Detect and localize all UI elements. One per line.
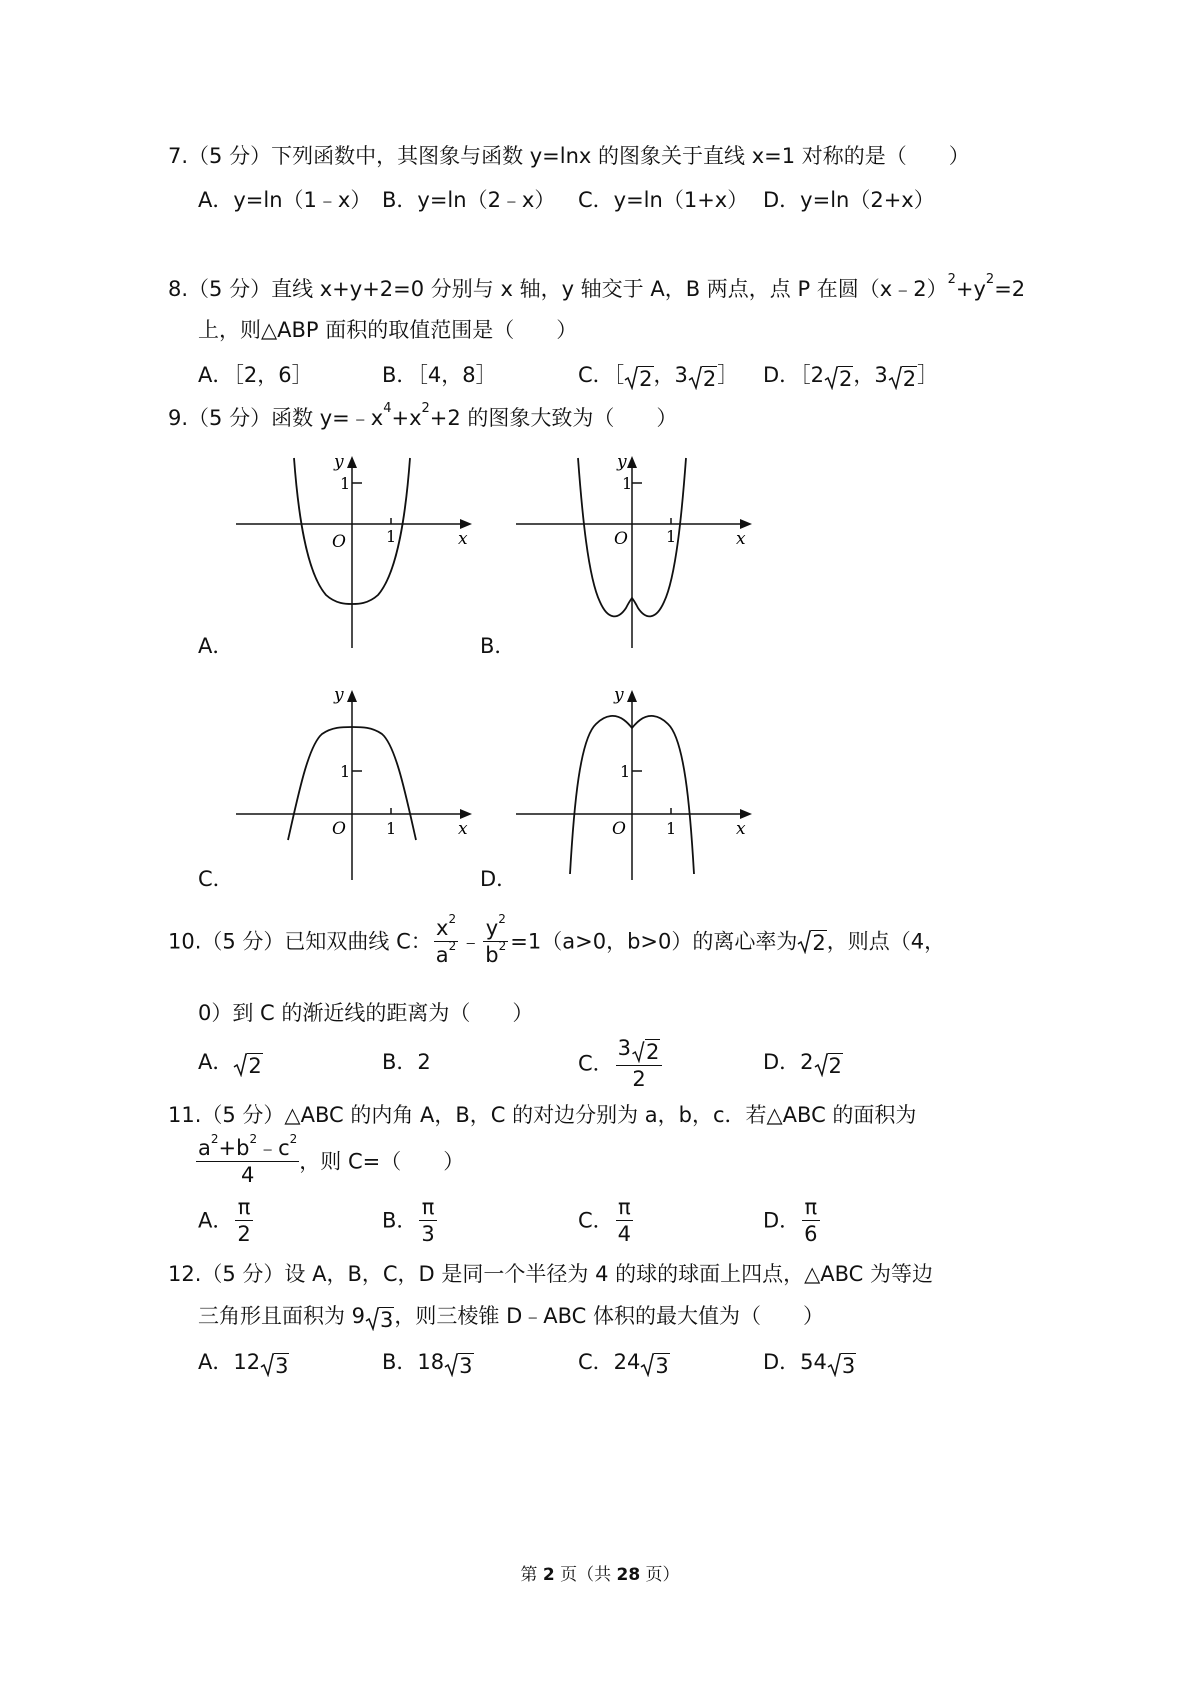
q9-label-d: D． [480,867,518,891]
sqrt-icon [444,1353,473,1377]
graph-b [516,452,756,652]
frac-den: 4 [240,1163,255,1187]
q8-stem-line2: 上，则△ABP 面积的取值范围是（ ） [198,318,578,342]
sqrt-icon [640,1353,669,1377]
q11-stem-line2 [196,1132,465,1187]
q11-fraction [196,1132,299,1187]
q8-stem [168,272,1026,301]
sqrt-icon [688,366,717,390]
q12-option-a [198,1352,289,1377]
q7-option-d: D．y=ln（2+x） [763,188,935,212]
frac-den: 2 [237,1222,251,1246]
option-label: A． [198,1208,234,1233]
sqrt-icon [827,1353,856,1377]
q8-stem-a: 8.（5 分）直线 x+y+2=0 分别与 x 轴，y 轴交于 A，B 两点，点 P 在圆（x﹣2） [168,277,948,301]
graph-y-label: y [334,685,344,705]
q9-stem-c: +2 的图象大致为（ ） [429,406,678,430]
option-label: D．2 [763,1050,814,1074]
graph-a [236,452,476,652]
q10-minus: ﹣ [460,929,482,954]
q8-option-c [578,365,738,390]
q8-sup-2: 2 [985,272,995,287]
graph-tick-1: 1 [666,527,677,546]
radicand: 2 [812,931,826,955]
q9-stem-a: 9.（5 分）函数 y=﹣x [168,406,384,430]
q9-stem-b: +x [391,406,422,430]
sqrt-icon [814,1053,843,1077]
frac-den: 6 [804,1222,818,1246]
graph-y-label: y [617,452,627,472]
sqrt-icon [260,1353,289,1377]
q12-line2-b: ，则三棱锥 D﹣ABC 体积的最大值为（ ） [394,1304,825,1328]
graph-tick-1: 1 [340,762,351,781]
graph-c [236,684,476,884]
frac-num: x [436,916,449,940]
q9-stem [168,401,678,430]
q7-option-b: B．y=ln（2﹣x） [382,188,556,212]
q8-option-d-post: ］ [917,363,939,387]
q10-stem [168,912,946,967]
option-label: A．12 [198,1350,261,1374]
q11-option-b [382,1197,439,1245]
q11-option-a [198,1197,255,1245]
q11-option-d [763,1197,822,1245]
radicand: 3 [275,1354,289,1378]
frac-sup: 2 [289,1132,298,1146]
frac-den: 4 [617,1222,632,1246]
frac-num: π [802,1197,819,1221]
frac-sup: 2 [249,1132,258,1146]
option-label: C． [578,1208,614,1233]
sqrt-icon [233,1053,262,1077]
sqrt-icon [624,366,653,390]
radicand: 2 [248,1054,262,1078]
graph-tick-1: 1 [622,474,633,493]
radicand: 3 [655,1354,669,1378]
frac-sup: 2 [448,939,457,953]
option-label: C．24 [578,1350,641,1374]
q12-stem: 12.（5 分）设 A，B，C，D 是同一个半径为 4 的球的球面上四点，△ABC 为等边 [168,1262,933,1286]
q8-option-b: B．［4，8］ [382,363,497,387]
radicand: 2 [828,1054,842,1078]
graph-x-label: x [736,819,746,839]
q8-sup-1: 2 [947,272,956,287]
q8-option-c-post: ］ [717,363,739,387]
frac-num: π [419,1197,436,1221]
q10-option-d [763,1052,843,1077]
frac-num: π [235,1197,252,1221]
frac-den: b [485,943,499,967]
option-fraction [802,1197,819,1245]
radicand: 2 [639,367,653,391]
q12-option-c [578,1352,670,1377]
option-fraction [235,1197,252,1245]
q8-option-d [763,365,938,390]
q10-option-c-fraction [616,1038,663,1090]
q10-option-c [578,1038,664,1090]
option-fraction [616,1197,633,1245]
sqrt-icon [365,1307,394,1331]
frac-den: a [435,943,449,967]
q7-option-c: C．y=ln（1+x） [578,188,749,212]
frac-sup: 2 [498,939,507,953]
sqrt-icon [888,366,917,390]
option-label: A． [198,1050,234,1074]
q12-line2-a: 三角形且面积为 9 [198,1304,366,1328]
option-label: B．18 [382,1350,445,1374]
graph-origin: O [614,529,628,549]
frac-term: ﹣c [257,1136,290,1160]
frac-sup: 2 [448,912,457,926]
q8-option-c-mid: ，3 [653,363,688,387]
option-label: D．54 [763,1350,827,1374]
graph-x-label: x [458,529,468,549]
q10-option-b: B．2 [382,1050,431,1074]
graph-tick-1: 1 [386,527,397,546]
radicand: 3 [380,1308,394,1332]
sqrt-icon [824,366,853,390]
sqrt-icon [797,930,826,954]
option-label: C． [578,1051,614,1076]
frac-den: 3 [421,1222,435,1246]
q12-option-b [382,1352,474,1377]
page-footer [0,1567,1200,1584]
graph-y-label: y [334,452,344,472]
q9-label-c: C． [198,867,234,891]
q12-option-d [763,1352,856,1377]
graph-tick-1: 1 [666,819,677,838]
q10-stem-line2: 0）到 C 的渐近线的距离为（ ） [198,1001,534,1025]
footer-mid: 页（共 [554,1565,617,1585]
q7-stem: 7.（5 分）下列函数中，其图象与函数 y=lnx 的图象关于直线 x=1 对称的是（ ） [168,144,970,168]
radicand: 2 [702,367,717,391]
frac-den: 2 [632,1067,646,1091]
graph-x-label: x [736,529,746,549]
q10-fraction-y [483,912,508,967]
q11-stem-line2-text: ，则 C=（ ） [299,1149,465,1174]
q8-option-d-pre: D．［2 [763,363,825,387]
graph-tick-1: 1 [340,474,351,493]
footer-pre: 第 [520,1565,543,1585]
graph-origin: O [332,532,346,552]
q8-stem-c: =2 [994,277,1026,301]
graph-origin: O [612,819,626,839]
q9-sup-1: 4 [383,401,392,416]
radicand: 2 [646,1040,660,1064]
frac-num: π [616,1197,633,1221]
option-label: B． [382,1208,418,1233]
graph-d [516,684,756,884]
graph-tick-1: 1 [386,819,397,838]
q7-option-a: A．y=ln（1﹣x） [198,188,372,212]
q8-option-a: A．［2，6］ [198,363,313,387]
frac-sup: 2 [498,912,506,926]
q9-label-a: A． [198,634,234,658]
graph-x-label: x [458,819,468,839]
q10-stem-a: 10.（5 分）已知双曲线 C： [168,929,432,954]
q9-sup-2: 2 [421,401,430,416]
frac-term: +b [218,1136,250,1160]
q8-option-d-mid: ，3 [853,363,888,387]
graph-y-label: y [614,685,624,705]
q8-option-c-pre: C．［ [578,363,625,387]
frac-num: y [485,916,499,940]
sqrt-icon [631,1041,660,1063]
q10-option-a [198,1052,263,1077]
q9-label-b: B． [480,634,516,658]
option-fraction [419,1197,436,1245]
radicand: 2 [839,367,853,391]
radicand: 3 [841,1354,856,1378]
frac-sup: 2 [210,1132,219,1146]
footer-post: 页） [640,1565,680,1585]
graph-origin: O [332,819,346,839]
q11-stem: 11.（5 分）△ABC 的内角 A，B，C 的对边分别为 a，b，c．若△ABC 的面积为 [168,1103,917,1127]
option-label: D． [763,1208,801,1233]
q11-option-c [578,1197,635,1245]
q10-fraction-x [434,912,459,967]
q10-stem-c: ，则点（4， [826,929,946,954]
radicand: 3 [459,1354,473,1378]
radicand: 2 [902,367,917,391]
q10-stem-b: =1（a>0，b>0）的离心率为 [510,929,798,954]
footer-page-number: 2 [542,1565,555,1585]
frac-term: a [198,1136,211,1160]
q8-stem-b: +y [955,277,986,301]
graph-tick-1: 1 [620,762,631,781]
frac-num: 3 [617,1036,632,1060]
footer-total-pages: 28 [616,1565,641,1585]
q12-stem-line2 [198,1306,824,1331]
